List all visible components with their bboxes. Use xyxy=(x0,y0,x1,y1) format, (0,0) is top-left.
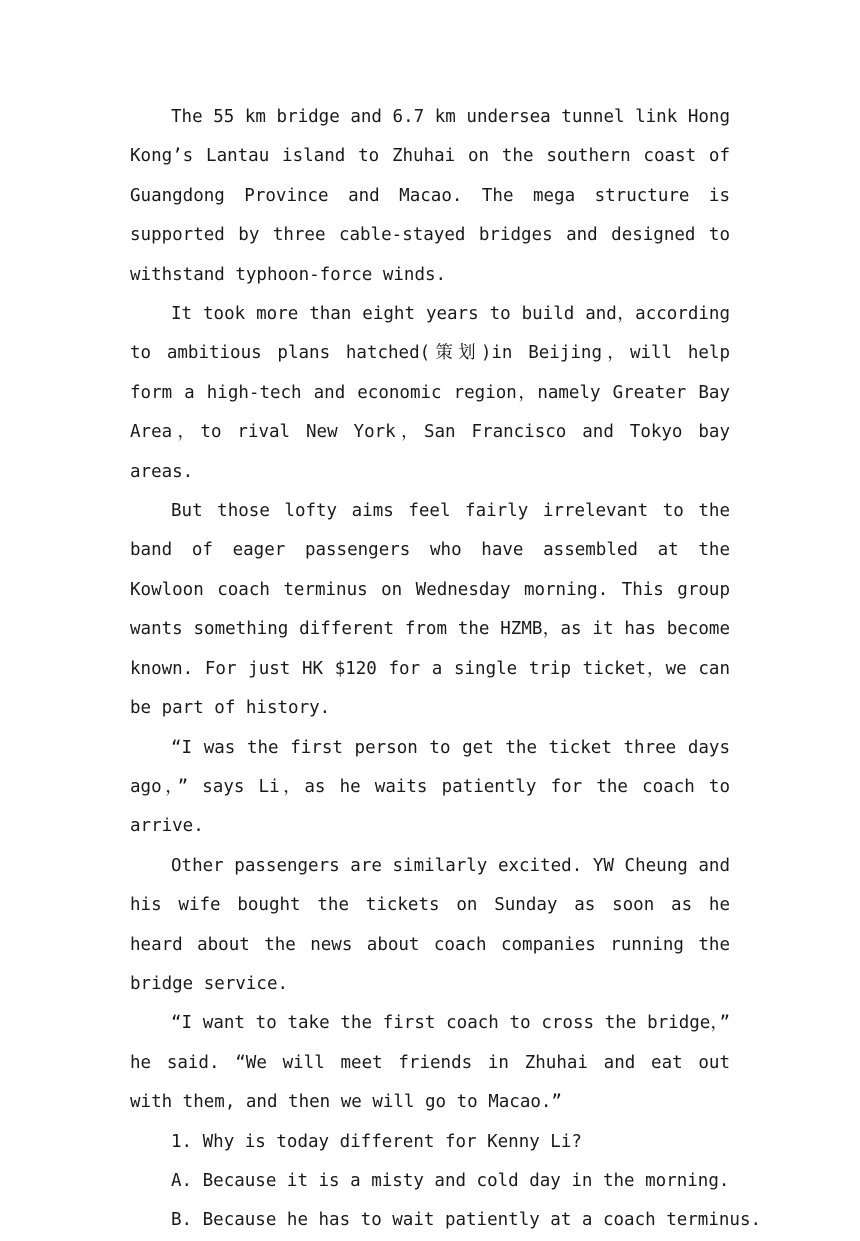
option-a xyxy=(130,1162,730,1201)
option-text: Because he has to wait patiently at a coach terminus. xyxy=(202,1210,762,1231)
option-letter: B. xyxy=(171,1210,193,1231)
paragraph-cheung-quote: “I want to take the first coach to cross the bridge，” he said. “We will meet friends in Zhuhai and eat out with them, and then we will go to Macao.” xyxy=(130,1013,730,1113)
option-b xyxy=(130,1201,762,1240)
document-body xyxy=(130,98,762,1241)
paragraph-li-quote: “I was the first person to get the ticket three days ago，” says Li，as he waits patiently for the coach to arrive. xyxy=(130,737,730,837)
question-text: Why is today different for Kenny Li? xyxy=(202,1131,582,1152)
option-letter: A. xyxy=(171,1170,193,1191)
paragraph-greater-bay-area: It took more than eight years to build and，according to ambitious plans hatched(策划)in Beijing，will help form a high-tech and economic region，namely Greater Bay Area，to rival New York，San Francisco and Tokyo bay areas. xyxy=(130,304,730,482)
question-number: 1. xyxy=(171,1131,193,1152)
option-text: Because it is a misty and cold day in the morning. xyxy=(202,1170,730,1191)
paragraph-passengers: But those lofty aims feel fairly irrelevant to the band of eager passengers who have assembled at the Kowloon coach terminus on Wednesday morning. This group wants something different from the HZMB，as it has become known. For just HK $120 for a single trip ticket，we can be part of history. xyxy=(130,501,730,719)
question-1 xyxy=(130,1123,730,1162)
paragraph-cheung: Other passengers are similarly excited. YW Cheung and his wife bought the tickets on Sunday as soon as he heard about the news about coach companies running the bridge service. xyxy=(130,855,730,994)
paragraph-bridge-description: The 55 km bridge and 6.7 km undersea tunnel link Hong Kong’s Lantau island to Zhuhai on the southern coast of Guangdong Province and Macao. The mega structure is supported by three cable-stayed bridges and designed to withstand typhoon-force winds. xyxy=(130,107,730,285)
